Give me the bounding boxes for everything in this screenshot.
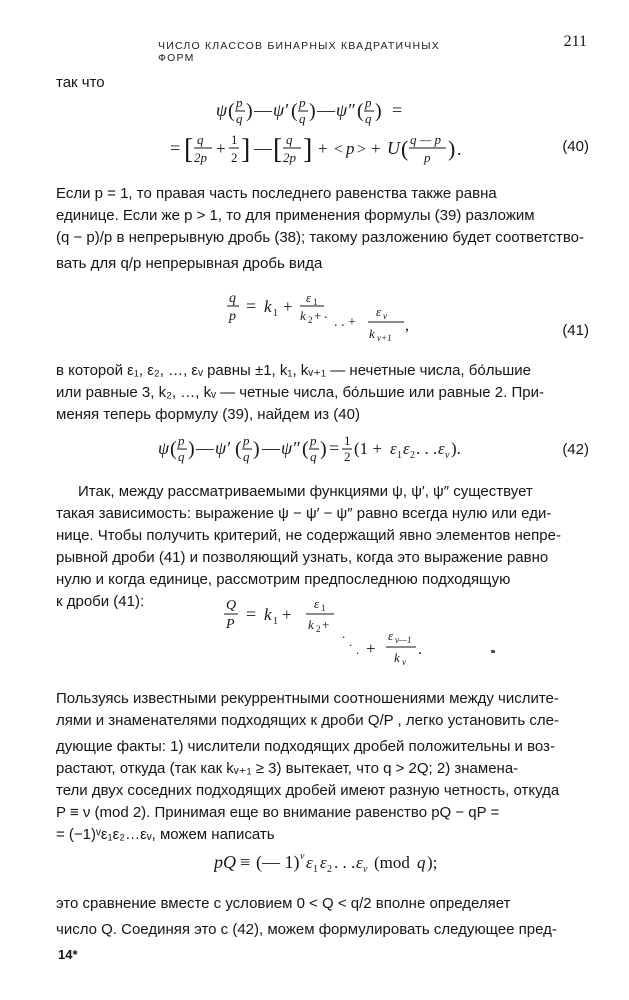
svg-text:): )	[253, 438, 260, 460]
svg-text:+: +	[371, 139, 381, 158]
text-line: нице. Чтобы получить критерий, не содержащий явно элементов непре-	[56, 527, 561, 544]
svg-text:(mod: (mod	[374, 853, 410, 872]
svg-text:q: q	[299, 111, 306, 126]
text-line: к дроби (41):	[56, 593, 145, 610]
svg-text:ε: ε	[390, 439, 397, 458]
svg-text:Q: Q	[226, 598, 237, 613]
svg-text:. . .: . . .	[416, 439, 438, 458]
svg-text:.: .	[349, 634, 353, 649]
paragraph-1	[56, 183, 590, 279]
svg-text:+: +	[322, 617, 330, 632]
svg-text:. . .: . . .	[334, 853, 356, 872]
svg-text:ψ″: ψ″	[336, 100, 355, 120]
text-line: растают, откуда (так как kᵥ₊₁ ≥ 3) вытекает, что q > 2Q; 2) знамена-	[56, 760, 519, 777]
svg-text:+: +	[318, 139, 328, 158]
svg-text:k: k	[369, 326, 375, 341]
svg-text:): )	[375, 100, 382, 122]
equation-41-graphic	[226, 288, 436, 350]
svg-text:ε: ε	[403, 439, 410, 458]
svg-text:q — p: q — p	[410, 132, 442, 147]
svg-text:q: q	[365, 111, 372, 126]
svg-text:2: 2	[327, 864, 332, 875]
svg-text:q: q	[286, 132, 293, 147]
svg-text:q: q	[310, 449, 317, 464]
svg-text:k: k	[264, 605, 272, 624]
signature-mark: 14*	[58, 947, 78, 962]
svg-text:ε: ε	[320, 853, 327, 872]
svg-text:>: >	[357, 141, 367, 158]
svg-text:): )	[448, 136, 456, 161]
svg-text:ν: ν	[300, 851, 305, 862]
svg-text:—: —	[254, 100, 272, 120]
text-line: лями и знаменателями подходящих к дроби Q/P , легко установить сле-	[56, 712, 559, 729]
svg-text:ν+1: ν+1	[377, 333, 392, 343]
svg-text:ψ: ψ	[216, 100, 228, 120]
equation-42	[158, 430, 478, 475]
svg-text:. . +: . . +	[334, 315, 356, 330]
svg-text:P: P	[226, 617, 235, 632]
svg-text:p: p	[236, 95, 243, 110]
svg-text:+: +	[314, 308, 322, 323]
svg-text:2: 2	[308, 315, 313, 325]
svg-text:q: q	[243, 449, 250, 464]
equation-41-label: (41)	[562, 322, 589, 339]
equation-42-graphic	[158, 430, 478, 470]
paragraph-intro	[56, 72, 590, 94]
text-line: тели двух соседних подходящих дробей имеют разную четность, откуда	[56, 782, 560, 799]
svg-text:p: p	[299, 95, 306, 110]
svg-text:q: q	[229, 291, 236, 306]
svg-text:ψ′: ψ′	[273, 100, 289, 120]
svg-text:+: +	[282, 605, 292, 624]
equation-42-label: (42)	[562, 441, 589, 458]
svg-text:—: —	[262, 438, 280, 458]
text-line: в которой ε₁, ε₂, …, εᵥ равны ±1, k₁, kᵥ₊₁ — нечетные числа, бо́льшие	[56, 362, 532, 379]
svg-text:): )	[188, 438, 195, 460]
equation-40-label: (40)	[562, 138, 589, 155]
svg-text:=: =	[329, 438, 340, 458]
text-line: нулю и когда единице, рассмотрим предпоследнюю подходящую	[56, 571, 511, 588]
svg-text:ε: ε	[306, 853, 313, 872]
svg-text:ν—1: ν—1	[395, 635, 412, 645]
text-line: = (−1)ᵛε₁ε₂…εᵥ, можем написать	[56, 826, 275, 843]
svg-text:]: ]	[241, 134, 251, 165]
svg-text:).: ).	[451, 439, 461, 458]
svg-text:): )	[309, 100, 316, 122]
svg-text:p: p	[178, 433, 185, 448]
svg-text:(1 +: (1 +	[354, 439, 382, 458]
text-line: Итак, между рассматриваемыми функциями ψ, ψ′, ψ″ существует	[78, 483, 533, 500]
svg-text:(: (	[401, 136, 409, 161]
svg-text:+: +	[216, 139, 226, 158]
svg-text:ψ: ψ	[158, 438, 170, 458]
svg-text:p: p	[229, 309, 236, 324]
svg-text:k: k	[308, 617, 314, 632]
svg-text:U: U	[387, 138, 400, 158]
svg-text:—: —	[317, 100, 335, 120]
equation-QP-graphic	[224, 594, 454, 674]
svg-text:<: <	[334, 141, 344, 158]
svg-text:ν: ν	[445, 450, 450, 461]
text-line: (q − p)/p в непрерывную дробь (38); такому разложению будет соответство-	[56, 229, 585, 246]
page-number: 211	[563, 33, 587, 50]
svg-text:ε: ε	[314, 596, 320, 611]
text-line: P ≡ ν (mod 2). Принимая еще во внимание равенство pQ − qP =	[56, 804, 500, 821]
svg-text:(: (	[291, 100, 298, 122]
svg-text:q: q	[197, 132, 204, 147]
svg-text:1: 1	[313, 297, 318, 307]
svg-text:≡: ≡	[240, 852, 251, 872]
text-line: или равные 3, k₂, …, kᵥ — четные числа, бо́льшие или равные 2. При-	[56, 384, 544, 401]
svg-text:p: p	[243, 433, 250, 448]
svg-text:(: (	[302, 438, 309, 460]
paragraph-2	[56, 360, 590, 426]
svg-text:.: .	[324, 307, 328, 322]
svg-text:[: [	[273, 134, 283, 165]
text-line: это сравнение вместе с условием 0 < Q < q/2 вполне определяет	[56, 895, 511, 912]
svg-text:ν: ν	[402, 657, 406, 667]
svg-text:q: q	[417, 853, 426, 872]
text-line: Пользуясь известными рекуррентными соотношениями между числите-	[56, 690, 559, 707]
svg-text:2: 2	[344, 449, 351, 464]
paragraph-4	[56, 688, 590, 846]
svg-text:—: —	[254, 138, 272, 158]
text-line: рывной дроби (41) и позволяющий узнать, когда это выражение равно	[56, 549, 549, 566]
svg-text:1: 1	[313, 864, 318, 875]
svg-text:1: 1	[321, 603, 326, 613]
svg-text:[: [	[184, 134, 194, 165]
svg-text:1: 1	[273, 308, 278, 319]
svg-text:ψ″: ψ″	[281, 438, 300, 458]
svg-text:1: 1	[397, 450, 402, 461]
text-line: Если p = 1, то правая часть последнего равенства также равна	[56, 185, 497, 202]
svg-text:(: (	[170, 438, 177, 460]
running-title: ЧИСЛО КЛАССОВ БИНАРНЫХ КВАДРАТИЧНЫХ ФОРМ	[158, 40, 440, 64]
text-line: так что	[56, 74, 105, 91]
svg-text:k: k	[264, 297, 272, 316]
text-line: вать для q/p непрерывная дробь вида	[56, 255, 323, 272]
svg-text:): )	[246, 100, 253, 122]
svg-text:ε: ε	[356, 853, 363, 872]
text-line: дующие факты: 1) числители подходящих дробей положительны и воз-	[56, 738, 555, 755]
equation-QP	[224, 594, 454, 679]
svg-text:.: .	[457, 139, 462, 159]
svg-text:.: .	[418, 641, 422, 658]
svg-text:p: p	[346, 139, 355, 158]
equation-40-line1-graphic	[216, 92, 456, 132]
svg-text:k: k	[300, 308, 306, 323]
paragraph-5	[56, 893, 590, 941]
svg-text:1: 1	[273, 616, 278, 627]
text-line: меняя теперь формулу (39), найдем из (40)	[56, 406, 360, 423]
svg-text:=: =	[246, 604, 257, 624]
svg-text:ν: ν	[383, 311, 387, 321]
svg-text:+: +	[366, 639, 376, 658]
svg-text:(— 1): (— 1)	[256, 852, 300, 872]
svg-text:.: .	[356, 642, 360, 657]
svg-text:ψ′: ψ′	[215, 438, 231, 458]
svg-text:—: —	[196, 438, 214, 458]
equation-congruence	[214, 848, 454, 883]
text-line: единице. Если же p > 1, то для применения формулы (39) разложим	[56, 207, 535, 224]
svg-text:(: (	[228, 100, 235, 122]
svg-text:ε: ε	[438, 439, 445, 458]
equation-41	[226, 288, 436, 355]
svg-text:]: ]	[303, 134, 313, 165]
equation-congruence-graphic	[214, 848, 454, 878]
equation-40-line2	[170, 129, 480, 178]
svg-text:1: 1	[231, 132, 238, 147]
svg-text:ν: ν	[363, 864, 368, 875]
print-speck	[491, 650, 495, 653]
svg-text:p: p	[365, 95, 372, 110]
svg-text:(: (	[357, 100, 364, 122]
svg-text:(: (	[235, 438, 242, 460]
svg-text:pQ: pQ	[214, 852, 236, 872]
svg-text:2: 2	[410, 450, 415, 461]
svg-text:ε: ε	[388, 628, 394, 643]
svg-text:q: q	[178, 449, 185, 464]
svg-text:2p: 2p	[283, 150, 296, 165]
svg-text:=: =	[392, 100, 403, 120]
svg-text:2p: 2p	[194, 150, 207, 165]
text-line: такая зависимость: выражение ψ − ψ′ − ψ″ равно всегда нулю или еди-	[56, 505, 552, 522]
svg-text:.: .	[342, 626, 346, 641]
text-line: число Q. Соединяя это с (42), можем формулировать следующее пред-	[56, 921, 557, 938]
svg-text:2: 2	[316, 624, 321, 634]
svg-text:,: ,	[405, 317, 409, 334]
svg-text:=: =	[246, 296, 257, 316]
svg-text:p: p	[424, 150, 431, 165]
svg-text:=: =	[170, 138, 181, 158]
svg-text:q: q	[236, 111, 243, 126]
equation-40-line2-graphic	[170, 129, 480, 173]
svg-text:k: k	[394, 650, 400, 665]
svg-text:1: 1	[344, 433, 351, 448]
svg-text:2: 2	[231, 150, 238, 165]
svg-text:p: p	[310, 433, 317, 448]
svg-text:ε: ε	[376, 304, 382, 319]
svg-text:ε: ε	[306, 290, 312, 305]
svg-text:): )	[320, 438, 327, 460]
svg-text:);: );	[427, 853, 438, 872]
svg-text:+: +	[283, 297, 293, 316]
